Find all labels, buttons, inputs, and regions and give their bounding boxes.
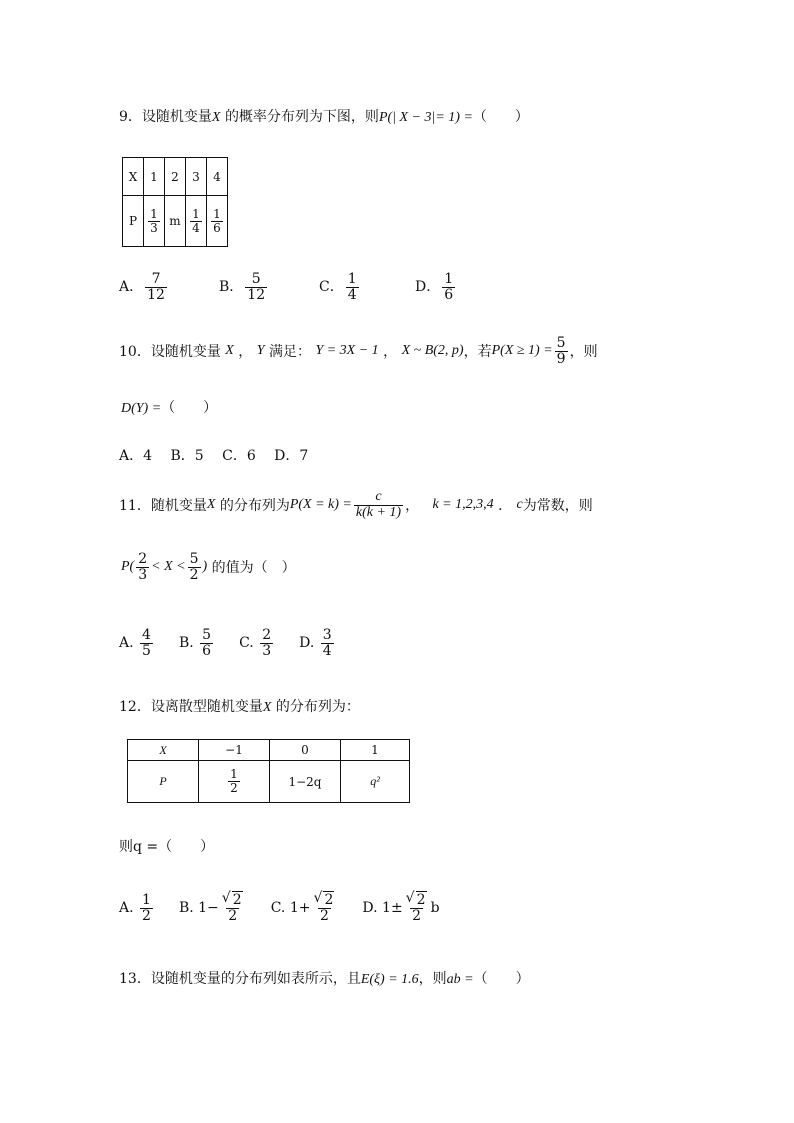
q12-table-cell: P [128, 761, 199, 803]
q11-option-b[interactable]: B. $\frac{5}{6}$ [178, 627, 212, 659]
q13-stem: 13．设随机变量的分布列如表所示，且E(ξ) = 1.6，则ab =（ ） [119, 971, 530, 987]
q11-options [119, 628, 336, 658]
q11-line2: P( $\frac{2}{3}$ < X < $\frac{5}{2}$ ) 的值为（ ） [121, 551, 296, 583]
q9-table-cell: 3 [186, 158, 207, 196]
q11-option-a[interactable]: A. $\frac{4}{5}$ [119, 627, 151, 659]
q11-option-d[interactable]: D. $\frac{3}{4}$ [299, 627, 332, 659]
q10-stem: 10． 设随机变量 X ， Y 满足： Y = 3X − 1 ， X ~ B(2, p) ，若 P(X ≥ 1) = $\frac{5}{9}$ ，则 [119, 335, 598, 367]
q10-options[interactable]: A．4 B．5 C．6 D．7 [119, 448, 309, 464]
q12-option-b[interactable]: B. 1− √ $\frac{2}{2}$ [179, 893, 247, 923]
q9-table-cell: P [123, 196, 144, 247]
q12-table-cell: X [128, 740, 199, 761]
q12-options [119, 893, 440, 923]
q12-stem: 12．设离散型随机变量X 的分布列为： [119, 699, 360, 715]
q11-stem: 11． 随机变量 X 的分布列为 P(X = k) = $\frac{c}{k(k + 1)}$ ， k = 1,2,3,4 ． c 为常数，则 [119, 489, 593, 520]
sqrt-icon: √ 2 [223, 893, 243, 908]
q9-table-cell: $\frac{1}{6}$ [207, 196, 228, 247]
q12-table-cell: q² [341, 761, 410, 803]
q12-table-cell: 1 [341, 740, 410, 761]
q9-option-a[interactable]: A． $\frac{7}{12}$ [119, 271, 165, 303]
q9-table-cell: $\frac{1}{3}$ [144, 196, 165, 247]
q12-table-cell: $\frac{1}{2}$ [199, 761, 270, 803]
q9-table-cell: m [165, 196, 186, 247]
q12-table-cell: 0 [270, 740, 341, 761]
q11-option-c[interactable]: C. $\frac{2}{3}$ [239, 627, 272, 659]
q9-table-cell: $\frac{1}{4}$ [186, 196, 207, 247]
q9-table-cell: X [123, 158, 144, 196]
q9-option-c[interactable]: C． $\frac{1}{4}$ [319, 271, 357, 303]
q9-table-cell: 4 [207, 158, 228, 196]
q12-table-cell: −1 [199, 740, 270, 761]
q9-table [122, 157, 228, 247]
q10-line2: D(Y) =（ ） [121, 400, 218, 416]
q12-table [127, 739, 410, 803]
q9-option-b[interactable]: B． $\frac{5}{12}$ [219, 271, 266, 303]
q9-table-cell: 2 [165, 158, 186, 196]
q9-table-cell: 1 [144, 158, 165, 196]
q12-line2: 则q =（ ） [119, 839, 215, 855]
q9-stem: 9．设随机变量X 的概率分布列为下图，则P(| X − 3|= 1) =（ ） [119, 109, 529, 125]
q12-option-c[interactable]: C. 1+ √ $\frac{2}{2}$ [271, 893, 339, 923]
q12-table-cell: 1−2q [270, 761, 341, 803]
q12-option-d[interactable]: D. 1± √ $\frac{2}{2}$ b [362, 893, 439, 923]
sqrt-icon: √ 2 [314, 893, 334, 908]
sqrt-icon: √ 2 [407, 893, 427, 908]
q9-option-d[interactable]: D． $\frac{1}{6}$ [415, 271, 454, 303]
q12-option-a[interactable]: A. $\frac{1}{2}$ [119, 892, 151, 924]
